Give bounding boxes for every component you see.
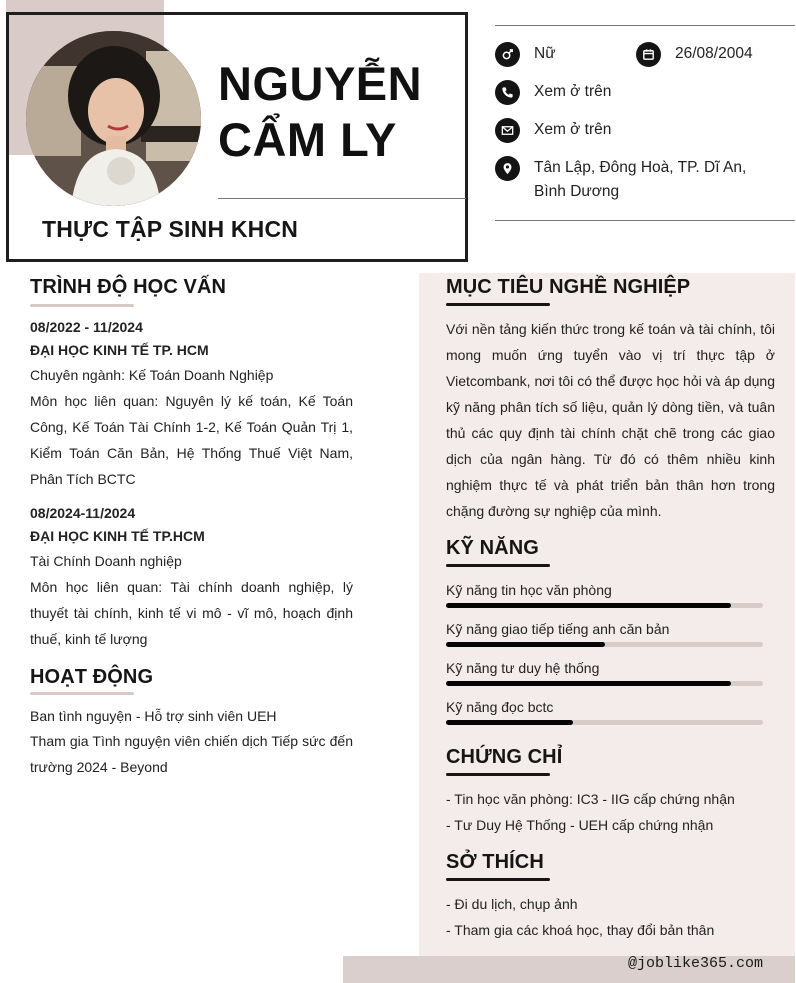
- skill-bar-fill: [446, 603, 731, 608]
- skill-label-1: Kỹ năng tin học văn phòng: [446, 582, 612, 598]
- skill-bar-fill: [446, 681, 731, 686]
- skill-label-2: Kỹ năng giao tiếp tiếng anh căn bản: [446, 621, 670, 637]
- contact-address: [495, 156, 746, 204]
- contact-email: [495, 118, 611, 143]
- certificates-title: CHỨNG CHỈ: [446, 746, 563, 768]
- education-period-2: 08/2024-11/2024: [30, 505, 136, 521]
- skill-bar-1: [446, 603, 763, 608]
- gender-icon: [495, 42, 520, 67]
- education-title: TRÌNH ĐỘ HỌC VẤN: [30, 276, 227, 298]
- activity-item-2: Tham gia Tình nguyện viên chiến dịch Tiếp sức đến trường 2024 - Beyond: [30, 733, 353, 775]
- certificate-item-2: - Tư Duy Hệ Thống - UEH cấp chứng nhận: [446, 817, 714, 833]
- hobby-item-2: - Tham gia các khoá học, thay đổi bản thân: [446, 922, 715, 938]
- address-line-1: Tân Lập, Đông Hoà, TP. Dĩ An,: [534, 159, 747, 176]
- avatar: [26, 31, 201, 206]
- hobby-item-1: - Đi du lịch, chụp ảnh: [446, 896, 578, 912]
- hobbies-underline: [446, 878, 550, 881]
- gender-value: Nữ: [534, 45, 556, 62]
- phone-icon: [495, 80, 520, 105]
- education-school-2: ĐẠI HỌC KINH TẾ TP.HCM: [30, 528, 205, 544]
- education-courses-2: Môn học liên quan: Tài chính doanh nghiệp, lý thuyết tài chính, kinh tế vi mô - vĩ mô, hoạch định thuế, kinh tế lượng: [30, 579, 353, 647]
- skill-bar-3: [446, 681, 763, 686]
- name-divider: [218, 198, 466, 199]
- job-title: THỰC TẬP SINH KHCN: [42, 216, 299, 242]
- certificate-item-1: - Tin học văn phòng: IC3 - IIG cấp chứng nhận: [446, 791, 735, 807]
- hobbies-title: SỞ THÍCH: [446, 851, 544, 873]
- activity-item-1: Ban tình nguyện - Hỗ trợ sinh viên UEH: [30, 708, 277, 724]
- contact-birthdate: [636, 42, 753, 67]
- address-line-2: Bình Dương: [534, 183, 620, 200]
- contact-phone: [495, 80, 611, 105]
- phone-value: Xem ở trên: [534, 83, 612, 100]
- full-name: [218, 56, 458, 168]
- skills-underline: [446, 564, 550, 567]
- objective-underline: [446, 303, 550, 306]
- education-school-1: ĐẠI HỌC KINH TẾ TP. HCM: [30, 342, 209, 358]
- name-line-2: CẨM LY: [218, 113, 397, 166]
- skill-bar-2: [446, 642, 763, 647]
- skill-label-3: Kỹ năng tư duy hệ thống: [446, 660, 600, 676]
- name-line-1: NGUYỄN: [218, 57, 423, 110]
- location-icon: [495, 156, 520, 181]
- contact-divider-bottom: [495, 220, 795, 221]
- skills-title: KỸ NĂNG: [446, 537, 539, 559]
- education-courses-1: Môn học liên quan: Nguyên lý kế toán, Kế Toán Công, Kế Toán Tài Chính 1-2, Kế Toán Quản Trị 1, Kiểm Toán Căn Bản, Hệ Thống Thuế Việt Nam, Phân Tích BCTC: [30, 393, 353, 487]
- education-period-1: 08/2022 - 11/2024: [30, 319, 143, 335]
- skill-bar-fill: [446, 720, 573, 725]
- education-major-1: Chuyên ngành: Kế Toán Doanh Nghiệp: [30, 367, 274, 383]
- avatar-photo: [26, 31, 201, 206]
- mail-icon: [495, 118, 520, 143]
- objective-title: MỤC TIÊU NGHỀ NGHIỆP: [446, 276, 691, 298]
- contact-gender: [495, 42, 556, 67]
- activities-underline: [30, 692, 134, 695]
- education-underline: [30, 304, 134, 307]
- skill-bar-4: [446, 720, 763, 725]
- birthdate-value: 26/08/2004: [675, 45, 753, 62]
- activities-title: HOẠT ĐỘNG: [30, 666, 154, 688]
- education-major-2: Tài Chính Doanh nghiệp: [30, 553, 182, 569]
- skill-bar-fill: [446, 642, 605, 647]
- calendar-icon: [636, 42, 661, 67]
- objective-text: Với nền tảng kiến thức trong kế toán và tài chính, tôi mong muốn ứng tuyển vào vị trí thực tập ở Vietcombank, nơi tôi có thể được học hỏi và áp dụng kỹ năng phân tích số liệu, quản lý dòng tiền, và tuân thủ các quy định tài chính chặt chẽ trong các giao dịch của ngân hàng. Từ đó có thêm nhiều kinh nghiệm thực tế và phát triển bản thân hơn trong chặng đường sự nghiệp của mình.: [446, 321, 775, 519]
- skill-label-4: Kỹ năng đọc bctc: [446, 699, 554, 715]
- certificates-underline: [446, 773, 550, 776]
- email-value: Xem ở trên: [534, 121, 612, 138]
- footer-watermark: @joblike365.com: [628, 955, 764, 972]
- contact-divider-top: [495, 25, 795, 26]
